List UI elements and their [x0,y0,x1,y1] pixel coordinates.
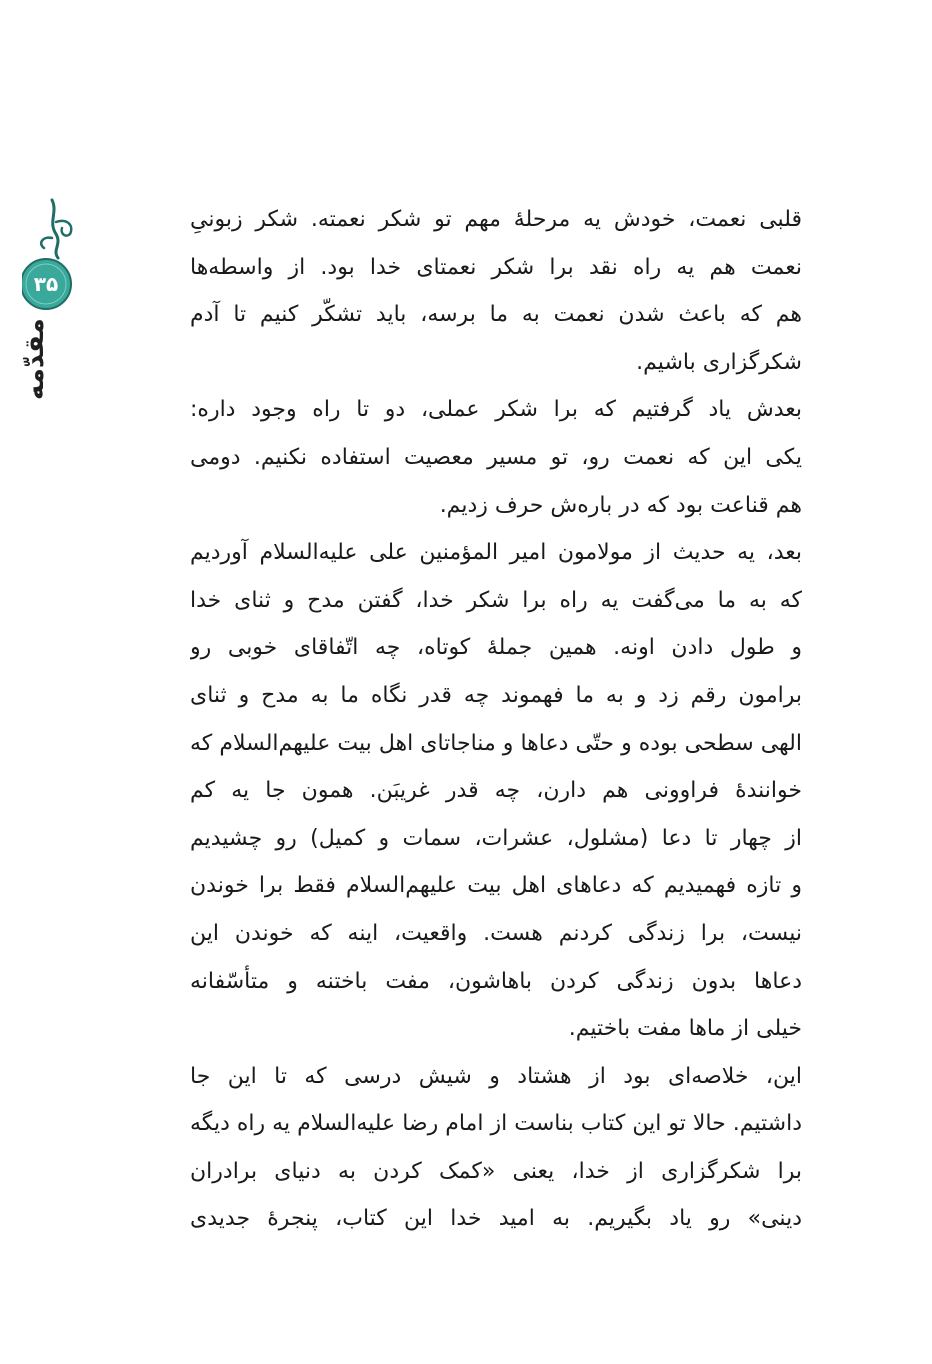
section-title: مقدّمه [20,318,50,400]
text-line: قلبی نعمت، خودش یه مرحلهٔ مهم تو شکر نعمته. شکر زبونیِ [190,207,802,232]
text-line: از چهار تا دعا (مشلول، عشرات، سمات و کمیل) رو چشیدیم [190,825,802,851]
text-line: نعمت هم یه راه نقد برا شکر نعمتای خدا بود. از واسطه‌ها [190,254,802,280]
text-line: برا شکرگزاری از خدا، یعنی «کمک کردن به دنیای برادران [190,1158,802,1184]
text-line: دینی» رو یاد بگیریم. به امید خدا این کتاب، پنجرهٔ جدیدی [190,1206,802,1232]
text-line: این، خلاصه‌ای بود از هشتاد و شیش درسی که تا این جا [190,1063,802,1089]
text-line: که به ما می‌گفت یه راه برا شکر خدا، گفتن مدح و ثنای خدا [190,587,802,613]
text-line: هم که باعث شدن نعمت به ما برسه، باید تشکّر کنیم تا آدم [190,302,802,328]
text-line: شکرگزاری باشیم. [636,349,802,375]
text-line: بعد، یه حدیث از مولامون امیر المؤمنین علی علیه‌السلام آوردیم [190,540,802,566]
text-line: یکی این که نعمت رو، تو مسیر معصیت استفاده نکنیم. دومی [190,444,802,470]
text-line: نیست، برا زندگی کردنم هست. واقعیت، اینه که خوندن این [190,920,802,946]
page-number: ۳۵ [33,272,59,296]
text-line: خیلی از ماها مفت باختیم. [568,1016,802,1042]
body-text [190,196,802,1243]
text-line: داشتیم. حالا تو این کتاب بناست از امام رضا علیه‌السلام یه راه دیگه [190,1111,802,1137]
text-line: برامون رقم زد و به ما فهموند چه قدر نگاه ما به مدح و ثنای [190,682,802,708]
text-line: هم قناعت بود که در باره‌ش حرف زدیم. [439,492,802,518]
text-line: بعدش یاد گرفتیم که برا شکر عملی، دو تا راه وجود داره: [190,397,802,423]
text-line: و طول دادن اونه. همین جملهٔ کوتاه، چه اتّفاقای خوبی رو [190,635,802,661]
text-line: دعاها بدون زندگی کردن باهاشون، مفت باختنه و متأسّفانه [190,968,802,994]
text-line: خوانندهٔ فراوونی هم دارن، چه قدر غریبَن. همون جا یه کم [190,778,802,804]
text-line: الهی سطحی بوده و حتّی دعاها و مناجاتای اهل بیت علیهم‌السلام که [190,730,802,756]
text-line: و تازه فهمیدیم که دعاهای اهل بیت علیهم‌السلام فقط برا خوندن [190,873,802,899]
